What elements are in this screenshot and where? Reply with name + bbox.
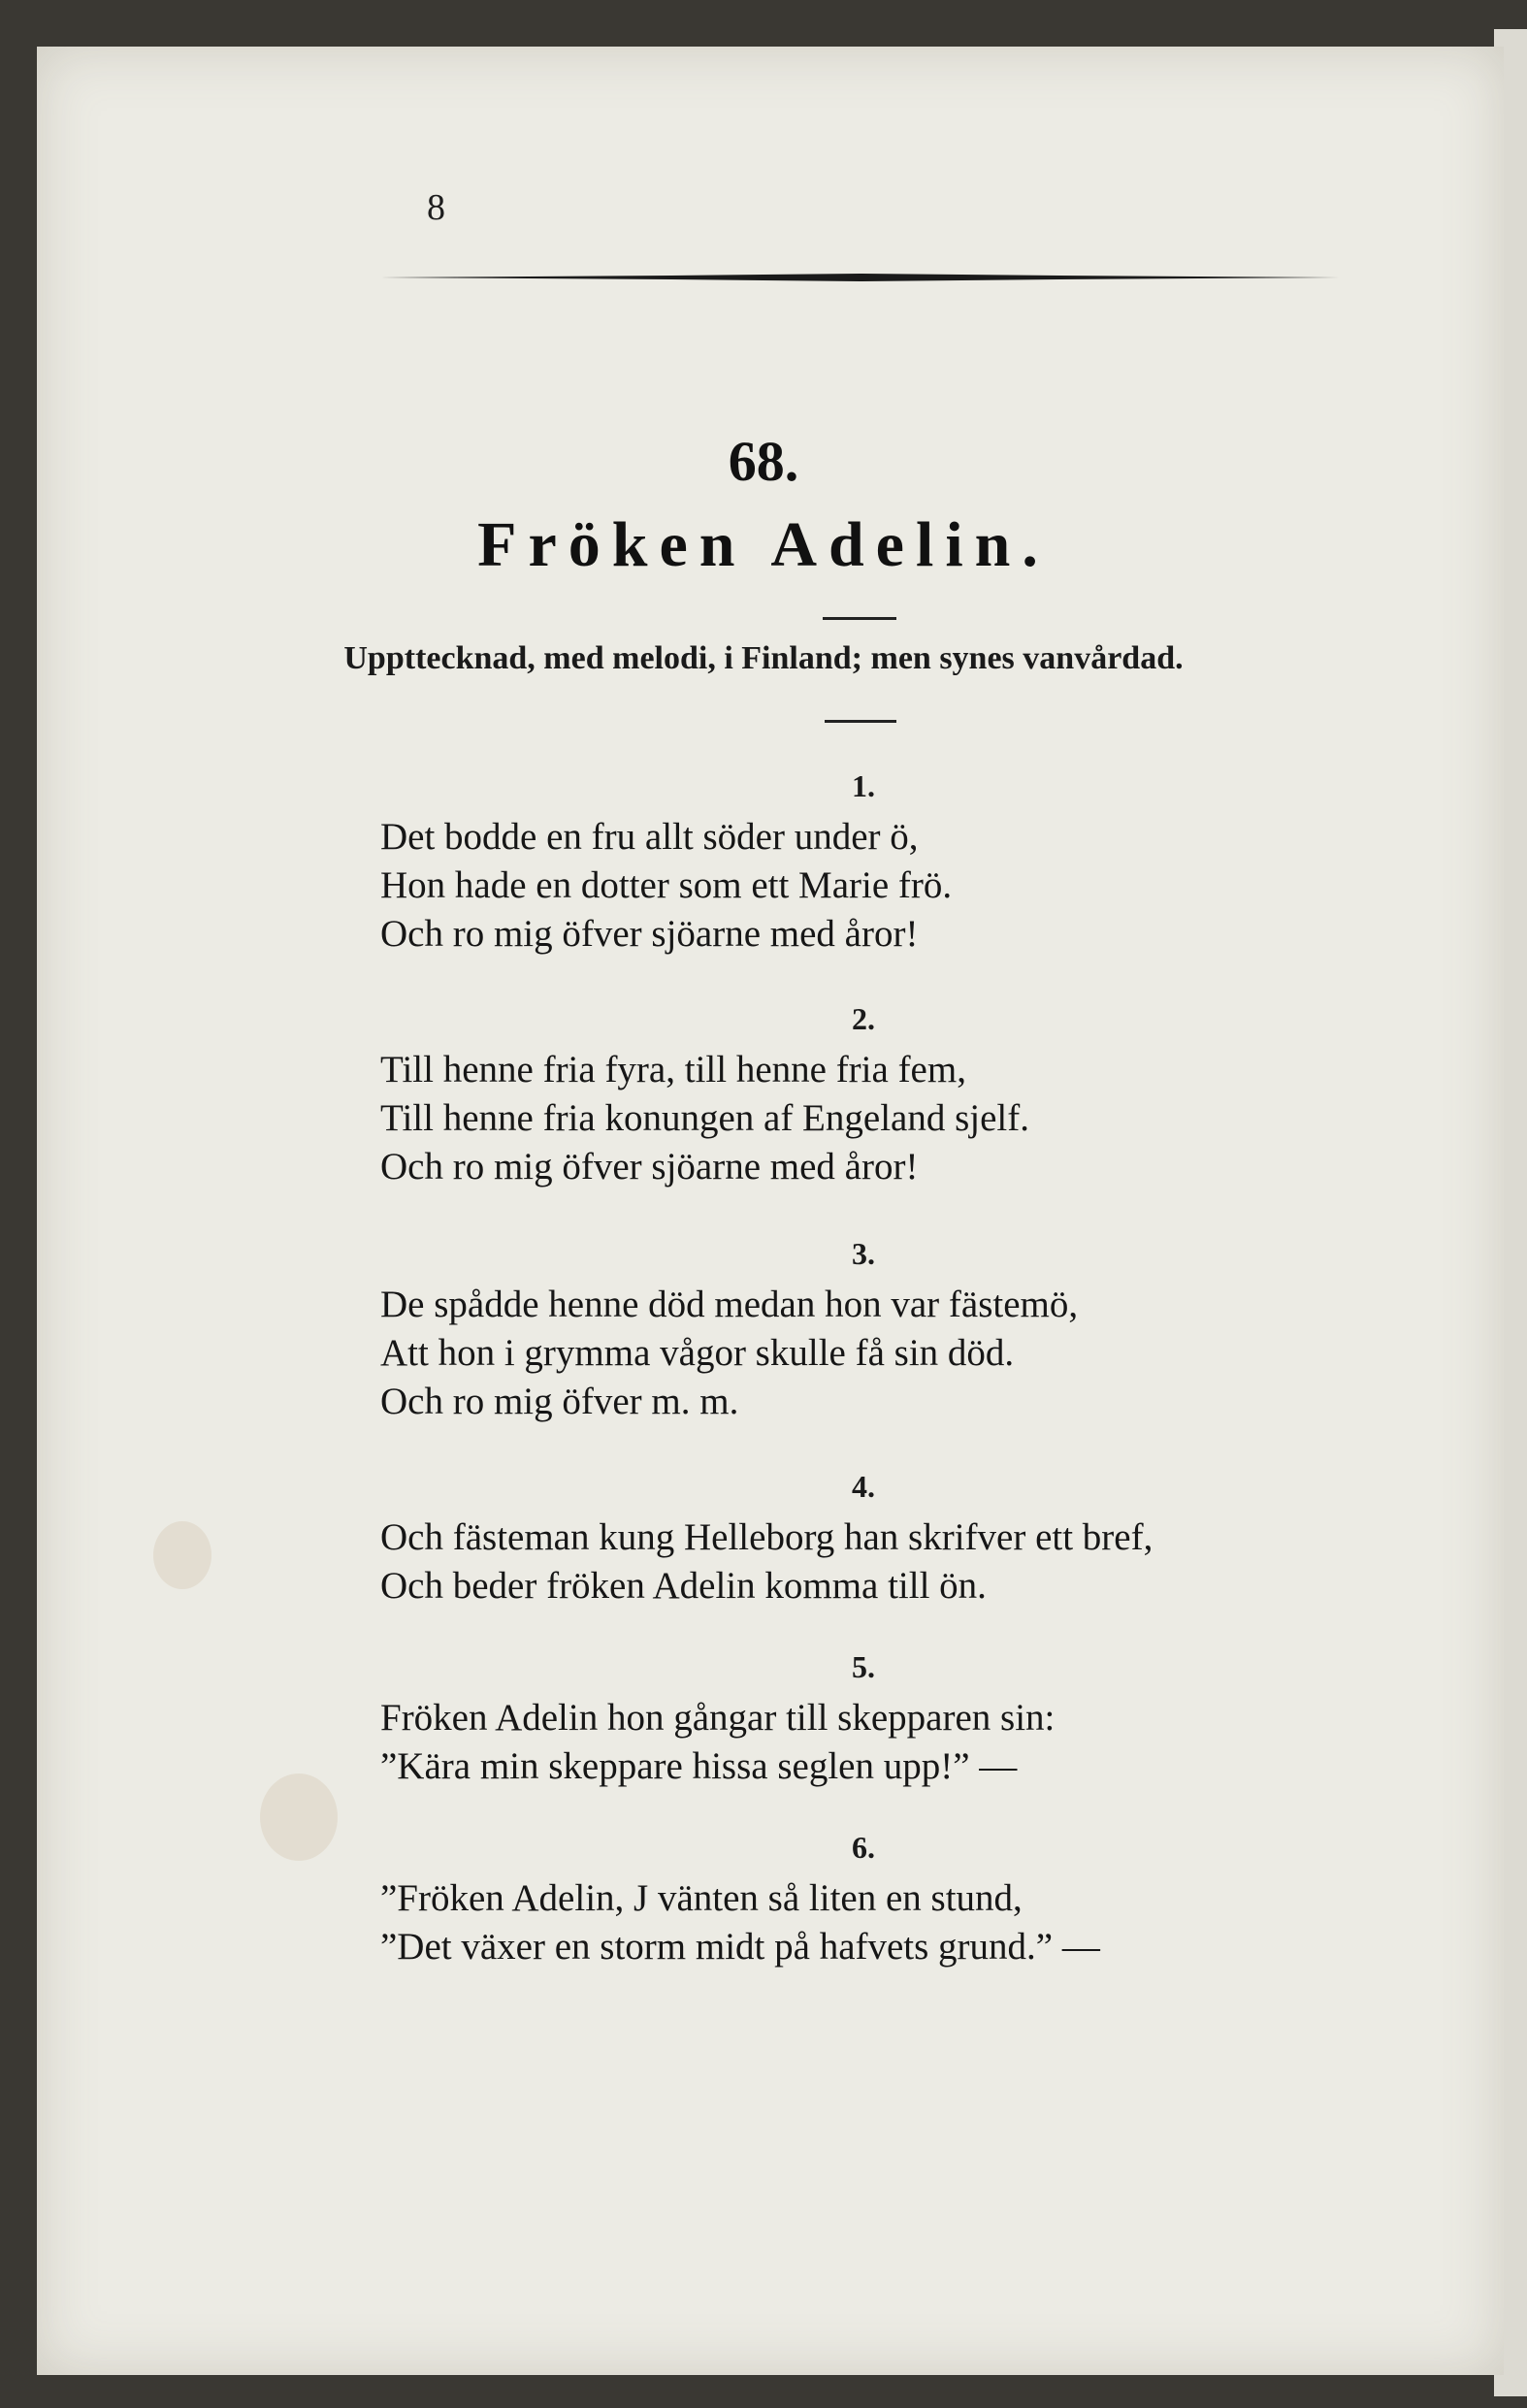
subtitle: Uppttecknad, med melodi, i Finland; men synes vanvårdad. (343, 640, 1184, 676)
stanza-number: 1. (852, 768, 875, 803)
stanza-number: 2. (852, 1001, 875, 1036)
header-rule (380, 274, 1339, 281)
stanza-number: 4. (852, 1469, 875, 1504)
verse-line: Till henne fria konungen af Engeland sjelf. (380, 1097, 1029, 1139)
verse-line: ”Det växer en storm midt på hafvets grund.” — (380, 1926, 1100, 1968)
verse-line: ”Fröken Adelin, J vänten så liten en stund, (380, 1877, 1023, 1919)
verse-line: Och fästeman kung Helleborg han skrifver ett bref, (380, 1516, 1153, 1558)
stanza-number: 5. (852, 1649, 875, 1684)
divider (823, 617, 896, 620)
song-number: 68. (728, 430, 799, 493)
verse-line: Och beder fröken Adelin komma till ön. (380, 1565, 987, 1607)
verse-line: Och ro mig öfver sjöarne med åror! (380, 913, 919, 955)
verse-line: De spådde henne död medan hon var fästemö, (380, 1284, 1079, 1325)
verse-line: ”Kära min skeppare hissa seglen upp!” — (380, 1745, 1018, 1787)
verse-line: Det bodde en fru allt söder under ö, (380, 816, 919, 858)
book-page (37, 47, 1504, 2375)
stanza-number: 6. (852, 1830, 875, 1865)
verse-line: Fröken Adelin hon gångar till skepparen sin: (380, 1697, 1056, 1739)
stanza-number: 3. (852, 1236, 875, 1271)
verse-line: Att hon i grymma vågor skulle få sin död. (380, 1332, 1015, 1374)
verse-line: Och ro mig öfver sjöarne med åror! (380, 1146, 919, 1188)
divider (825, 720, 896, 723)
paper-stain (153, 1521, 211, 1589)
verse-line: Till henne fria fyra, till henne fria fem, (380, 1049, 966, 1090)
page-number: 8 (427, 187, 445, 228)
verse-line: Och ro mig öfver m. m. (380, 1381, 739, 1422)
verse-line: Hon hade en dotter som ett Marie frö. (380, 864, 953, 906)
song-title: Fröken Adelin. (477, 509, 1050, 580)
